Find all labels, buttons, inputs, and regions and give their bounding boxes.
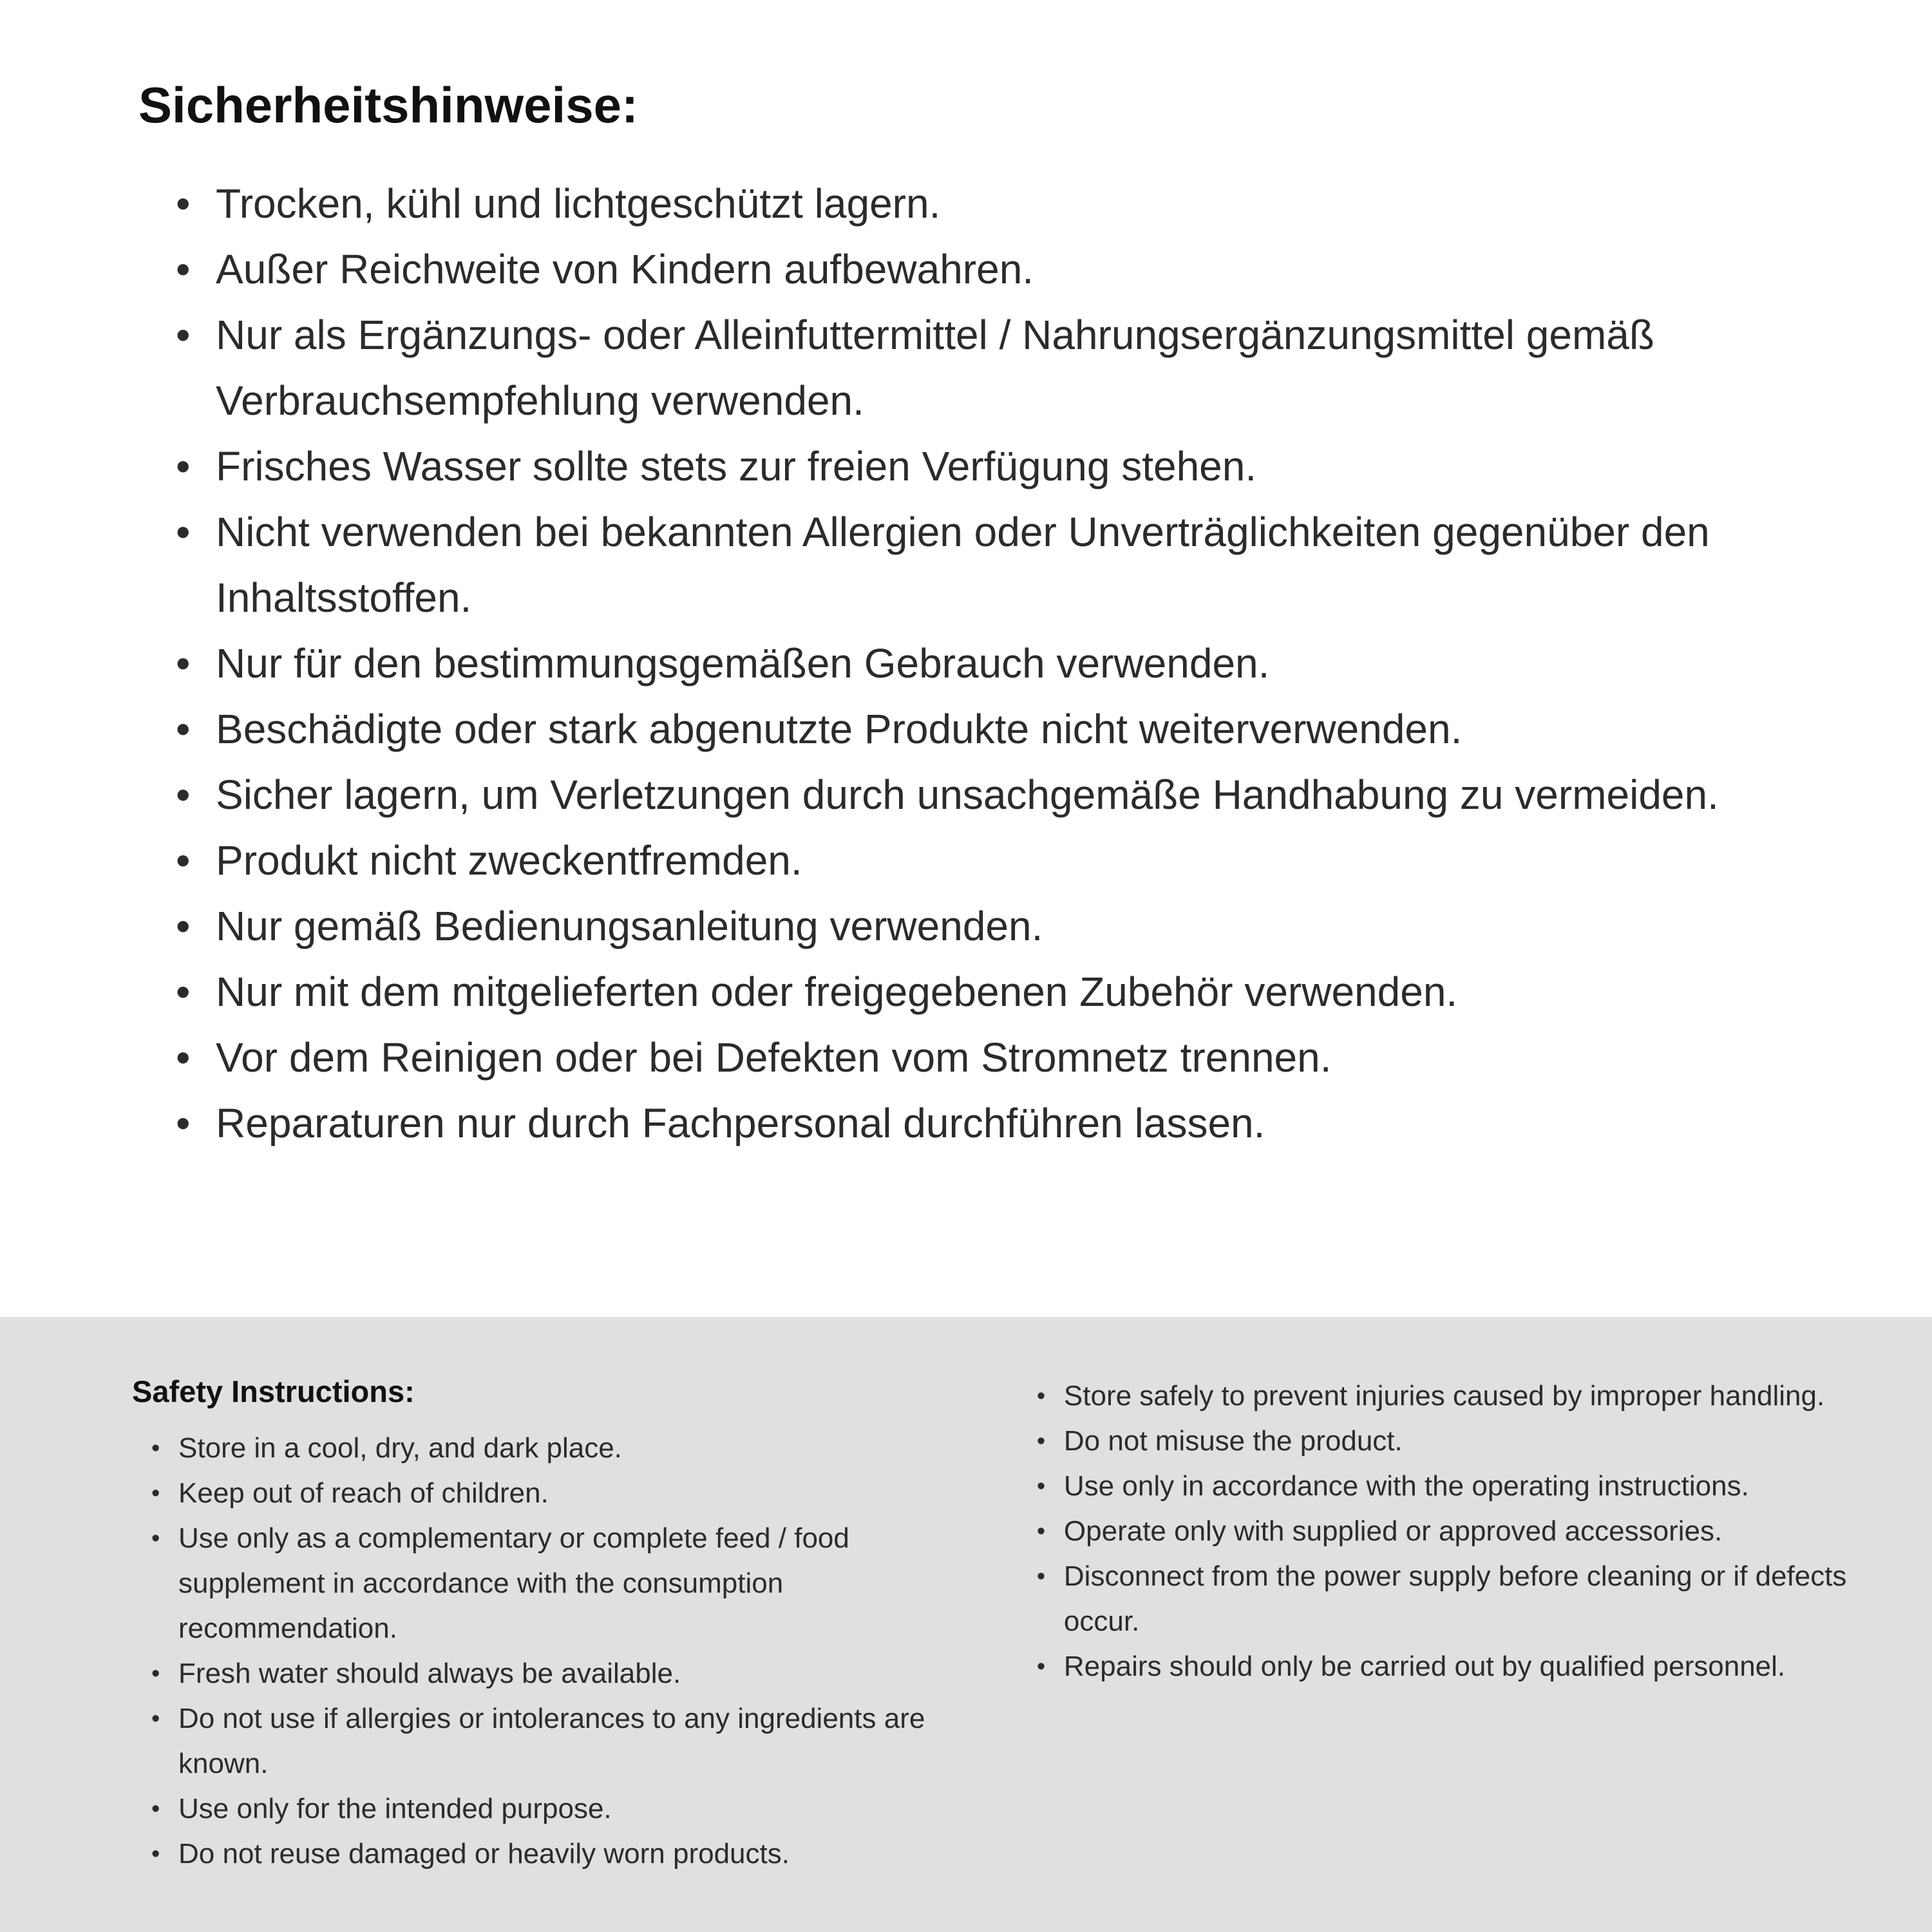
german-safety-item: • Außer Reichweite von Kindern aufbewahren. (176, 236, 1766, 302)
german-safety-item: • Produkt nicht zweckentfremden. (176, 828, 1766, 893)
english-safety-item: • Repairs should only be carried out by qualified personnel. (1037, 1644, 1871, 1689)
english-safety-item: • Do not reuse damaged or heavily worn products. (151, 1832, 998, 1877)
english-safety-item: • Use only as a complementary or complete feed / food supplement in accordance with the consumption recommendation. (151, 1516, 998, 1651)
german-title: Sicherheitshinweise: (138, 77, 638, 133)
german-safety-item: • Sicher lagern, um Verletzungen durch unsachgemäße Handhabung zu vermeiden. (176, 762, 1766, 828)
english-safety-list-right (1037, 1374, 1871, 1689)
german-safety-item: • Beschädigte oder stark abgenutzte Produkte nicht weiterverwenden. (176, 696, 1766, 762)
english-safety-item: • Fresh water should always be available. (151, 1651, 998, 1696)
english-safety-item: • Do not misuse the product. (1037, 1419, 1871, 1464)
german-safety-item: • Nur gemäß Bedienungsanleitung verwenden. (176, 893, 1766, 959)
german-safety-item: • Nur als Ergänzungs- oder Alleinfuttermittel / Nahrungsergänzungsmittel gemäß Verbrauchsempfehlung verwenden. (176, 302, 1766, 433)
german-safety-item: • Reparaturen nur durch Fachpersonal durchführen lassen. (176, 1090, 1766, 1156)
english-safety-item: • Store safely to prevent injuries caused by improper handling. (1037, 1374, 1871, 1419)
english-safety-item: • Operate only with supplied or approved accessories. (1037, 1509, 1871, 1554)
english-safety-item: • Store in a cool, dry, and dark place. (151, 1426, 998, 1471)
english-left-column (132, 1374, 998, 1932)
german-safety-item: • Nur mit dem mitgelieferten oder freigegebenen Zubehör verwenden. (176, 959, 1766, 1025)
german-safety-item: • Trocken, kühl und lichtgeschützt lagern. (176, 171, 1766, 236)
english-safety-item: • Keep out of reach of children. (151, 1471, 998, 1516)
english-safety-item: • Use only in accordance with the operating instructions. (1037, 1464, 1871, 1509)
english-safety-list-left (151, 1426, 998, 1877)
english-right-column (1037, 1374, 1871, 1932)
german-safety-item: • Vor dem Reinigen oder bei Defekten vom Stromnetz trennen. (176, 1025, 1766, 1090)
english-safety-item: • Disconnect from the power supply before cleaning or if defects occur. (1037, 1554, 1871, 1644)
german-safety-item: • Frisches Wasser sollte stets zur freien Verfügung stehen. (176, 433, 1766, 499)
german-safety-item: • Nicht verwenden bei bekannten Allergien oder Unverträglichkeiten gegenüber den Inhaltsstoffen. (176, 499, 1766, 630)
english-safety-item: • Do not use if allergies or intolerances to any ingredients are known. (151, 1696, 998, 1786)
english-safety-section (0, 1317, 1932, 1932)
german-safety-list (176, 171, 1766, 1156)
english-safety-item: • Use only for the intended purpose. (151, 1786, 998, 1832)
german-safety-item: • Nur für den bestimmungsgemäßen Gebrauch verwenden. (176, 630, 1766, 696)
english-title: Safety Instructions: (132, 1374, 415, 1408)
